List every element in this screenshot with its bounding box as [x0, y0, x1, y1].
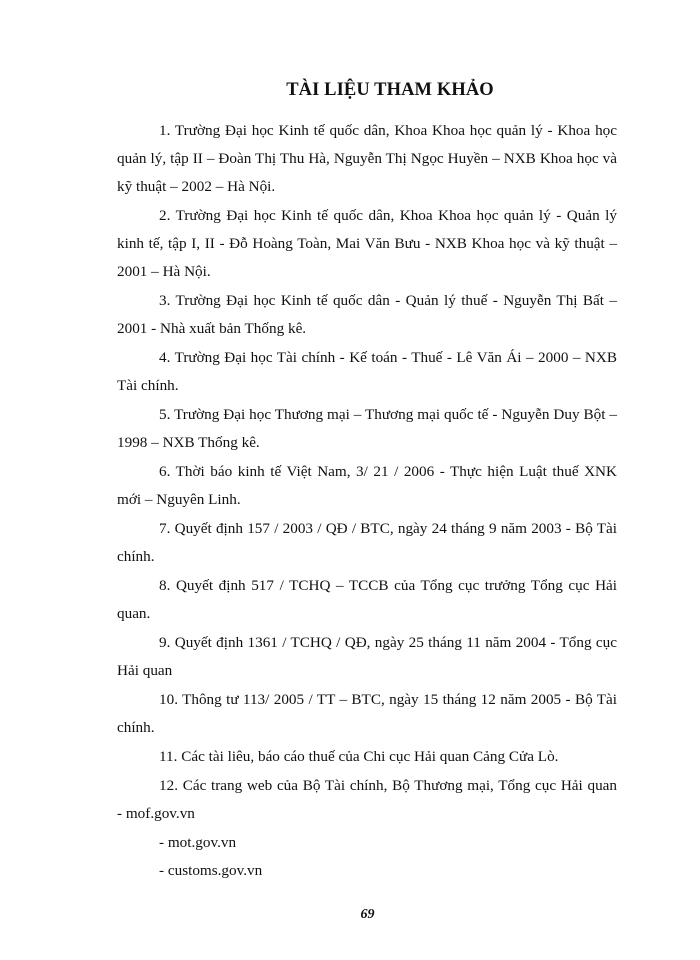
reference-item: 2. Trường Đại học Kinh tế quốc dân, Khoa Khoa học quản lý - Quản lý kinh tế, tập I, II - Đỗ Hoàng Toàn, Mai Văn Bưu - NXB Khoa học và kỹ thuật – 2001 – Hà Nội.	[117, 207, 617, 280]
reference-item: 5. Trường Đại học Thương mại – Thương mại quốc tế - Nguyễn Duy Bột – 1998 – NXB Thống kê.	[117, 406, 617, 451]
reference-item: 11. Các tài liêu, báo cáo thuế của Chi cục Hải quan Cảng Cửa Lò.	[159, 748, 559, 765]
reference-item: 3. Trường Đại học Kinh tế quốc dân - Quản lý thuế - Nguyễn Thị Bất – 2001 - Nhà xuất bản Thống kê.	[117, 292, 617, 337]
page-number: 69	[360, 907, 375, 922]
reference-item: 10. Thông tư 113/ 2005 / TT – BTC, ngày 15 tháng 12 năm 2005 - Bộ Tài chính.	[117, 691, 617, 736]
reference-item: 8. Quyết định 517 / TCHQ – TCCB của Tổng cục trưởng Tổng cục Hải quan.	[117, 577, 617, 622]
page-title: TÀI LIỆU THAM KHẢO	[286, 80, 494, 100]
reference-item: 4. Trường Đại học Tài chính - Kế toán - Thuế - Lê Văn Ái – 2000 – NXB Tài chính.	[117, 349, 617, 394]
reference-item: 6. Thời báo kinh tế Việt Nam, 3/ 21 / 2006 - Thực hiện Luật thuế XNK mới – Nguyên Linh.	[117, 463, 617, 508]
reference-item: 12. Các trang web của Bộ Tài chính, Bộ Thương mại, Tổng cục Hải quan - mof.gov.vn	[117, 777, 636, 822]
reference-item: 7. Quyết định 157 / 2003 / QĐ / BTC, ngày 24 tháng 9 năm 2003 - Bộ Tài chính.	[117, 520, 617, 565]
reference-item: 9. Quyết định 1361 / TCHQ / QĐ, ngày 25 tháng 11 năm 2004 - Tổng cục Hải quan	[117, 634, 617, 679]
website-item: - mot.gov.vn	[159, 834, 237, 851]
reference-item: 1. Trường Đại học Kinh tế quốc dân, Khoa Khoa học quản lý - Khoa học quản lý, tập II – Đoàn Thị Thu Hà, Nguyễn Thị Ngọc Huyền – NXB Khoa học và kỹ thuật – 2002 – Hà Nội.	[117, 122, 617, 195]
website-item: - customs.gov.vn	[159, 862, 263, 879]
reference-list	[117, 117, 636, 885]
